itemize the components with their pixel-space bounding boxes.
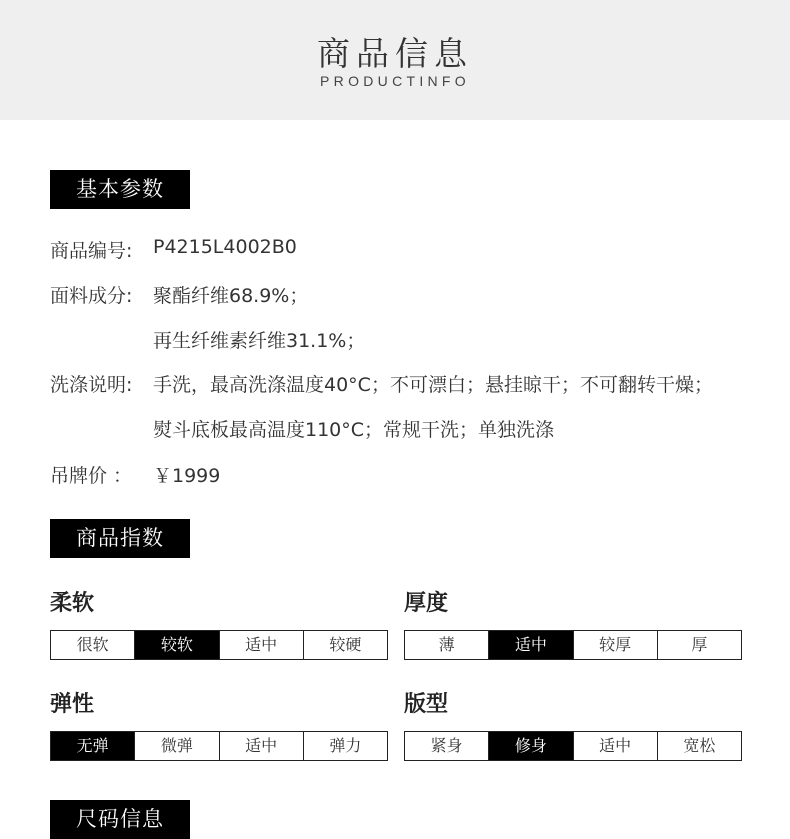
fit-title: 版型 — [404, 692, 449, 717]
elasticity-option: 弹力 — [303, 732, 387, 760]
section-tab-basic: 基本参数 — [50, 170, 190, 209]
softness-option: 较硬 — [303, 631, 387, 659]
elasticity-option: 微弹 — [134, 732, 218, 760]
wash-label: 洗涤说明: — [50, 374, 133, 396]
elasticity-title: 弹性 — [50, 692, 95, 717]
price-value: ￥1999 — [153, 465, 221, 487]
elasticity-scale — [50, 731, 388, 761]
price-label: 吊牌价 ： — [50, 465, 133, 487]
section-tab-size: 尺码信息 — [50, 800, 190, 839]
product-code-value: P4215L4002B0 — [153, 236, 297, 258]
elasticity-option: 适中 — [219, 732, 303, 760]
softness-option: 适中 — [219, 631, 303, 659]
thickness-scale — [404, 630, 742, 660]
page-title: 商品信息 — [317, 34, 473, 73]
softness-title: 柔软 — [50, 591, 95, 616]
thickness-title: 厚度 — [404, 591, 449, 616]
fit-scale — [404, 731, 742, 761]
elasticity-option: 无弹 — [51, 732, 134, 760]
fabric-value-2: 再生纤维素纤维31.1%； — [153, 330, 366, 352]
wash-value-1: 手洗，最高洗涤温度40°C；不可漂白；悬挂晾干；不可翻转干燥； — [153, 374, 713, 396]
fabric-label: 面料成分: — [50, 285, 133, 307]
section-tab-index: 商品指数 — [50, 519, 190, 558]
softness-option: 较软 — [134, 631, 218, 659]
thickness-option: 薄 — [438, 635, 455, 654]
thickness-option: 适中 — [488, 631, 572, 659]
wash-value-2: 熨斗底板最高温度110°C；常规干洗；单独洗涤 — [153, 419, 555, 441]
fit-option: 适中 — [573, 732, 657, 760]
fit-option: 紧身 — [430, 736, 463, 755]
thickness-option: 较厚 — [573, 631, 657, 659]
softness-scale — [50, 630, 388, 660]
product-code-label: 商品编号: — [50, 240, 133, 262]
fit-option: 宽松 — [657, 732, 741, 760]
softness-option: 很软 — [76, 635, 109, 654]
page-header — [0, 0, 790, 120]
page-subtitle: PRODUCTINFO — [320, 73, 470, 89]
fit-option: 修身 — [488, 732, 572, 760]
fabric-value-1: 聚酯纤维68.9%； — [153, 285, 309, 307]
thickness-option: 厚 — [657, 631, 741, 659]
